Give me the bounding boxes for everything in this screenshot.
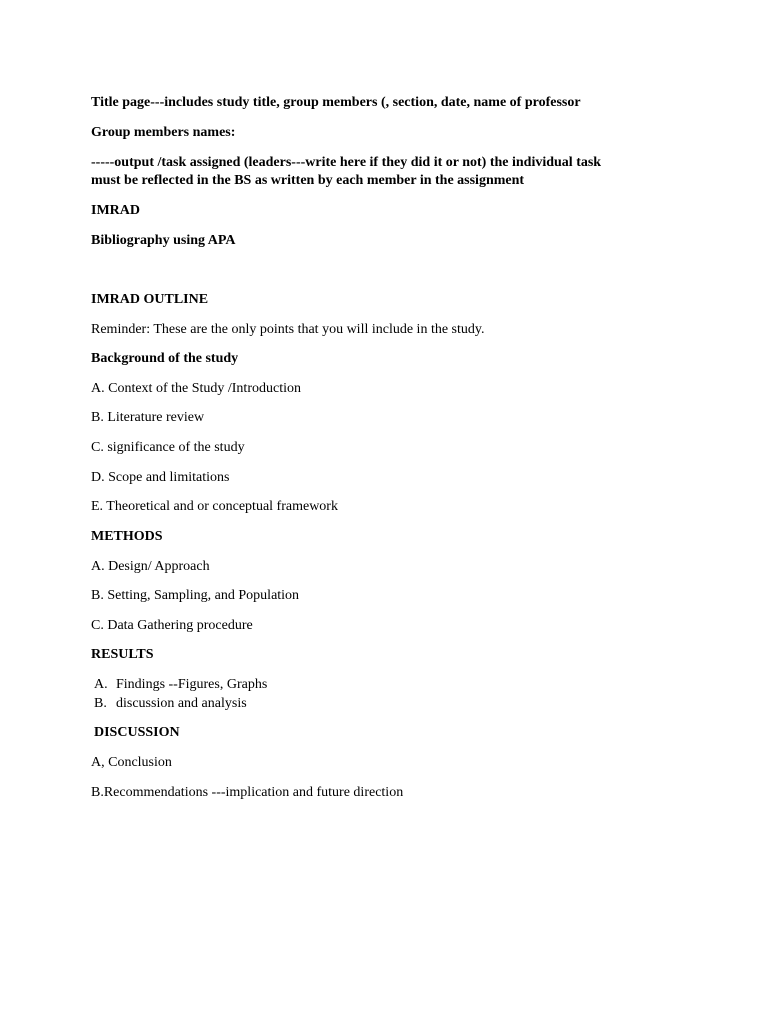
discussion-heading: DISCUSSION bbox=[94, 725, 180, 740]
output-instruction-line-2: must be reflected in the BS as written by each member in the assignment bbox=[91, 173, 525, 188]
methods-heading: METHODS bbox=[91, 529, 163, 544]
background-item: A. Context of the Study /Introduction bbox=[91, 381, 301, 396]
methods-item: B. Setting, Sampling, and Population bbox=[91, 588, 300, 603]
output-instruction-line-1: -----output /task assigned (leaders---write here if they did it or not) the individual task bbox=[91, 155, 602, 170]
background-item: E. Theoretical and or conceptual framework bbox=[91, 499, 338, 514]
bibliography-instruction: Bibliography using APA bbox=[91, 233, 236, 248]
group-members-label: Group members names: bbox=[91, 125, 236, 140]
background-heading: Background of the study bbox=[91, 351, 239, 366]
reminder-text: Reminder: These are the only points that you will include in the study. bbox=[91, 322, 485, 337]
results-item-text: discussion and analysis bbox=[116, 696, 247, 711]
list-marker: A. bbox=[94, 677, 108, 692]
methods-item: A. Design/ Approach bbox=[91, 559, 210, 574]
discussion-item: B.Recommendations ---implication and future direction bbox=[91, 785, 404, 800]
results-item bbox=[94, 677, 267, 693]
list-marker: B. bbox=[94, 696, 107, 711]
results-heading: RESULTS bbox=[91, 647, 154, 662]
outline-heading: IMRAD OUTLINE bbox=[91, 292, 209, 307]
methods-item: C. Data Gathering procedure bbox=[91, 618, 253, 633]
title-page-instruction: Title page---includes study title, group members (, section, date, name of professor bbox=[91, 95, 581, 110]
background-item: C. significance of the study bbox=[91, 440, 245, 455]
results-item bbox=[94, 696, 247, 712]
background-item: B. Literature review bbox=[91, 410, 205, 425]
imrad-label: IMRAD bbox=[91, 203, 140, 218]
results-item-text: Findings --Figures, Graphs bbox=[116, 677, 268, 692]
background-item: D. Scope and limitations bbox=[91, 470, 230, 485]
discussion-item: A, Conclusion bbox=[91, 755, 172, 770]
